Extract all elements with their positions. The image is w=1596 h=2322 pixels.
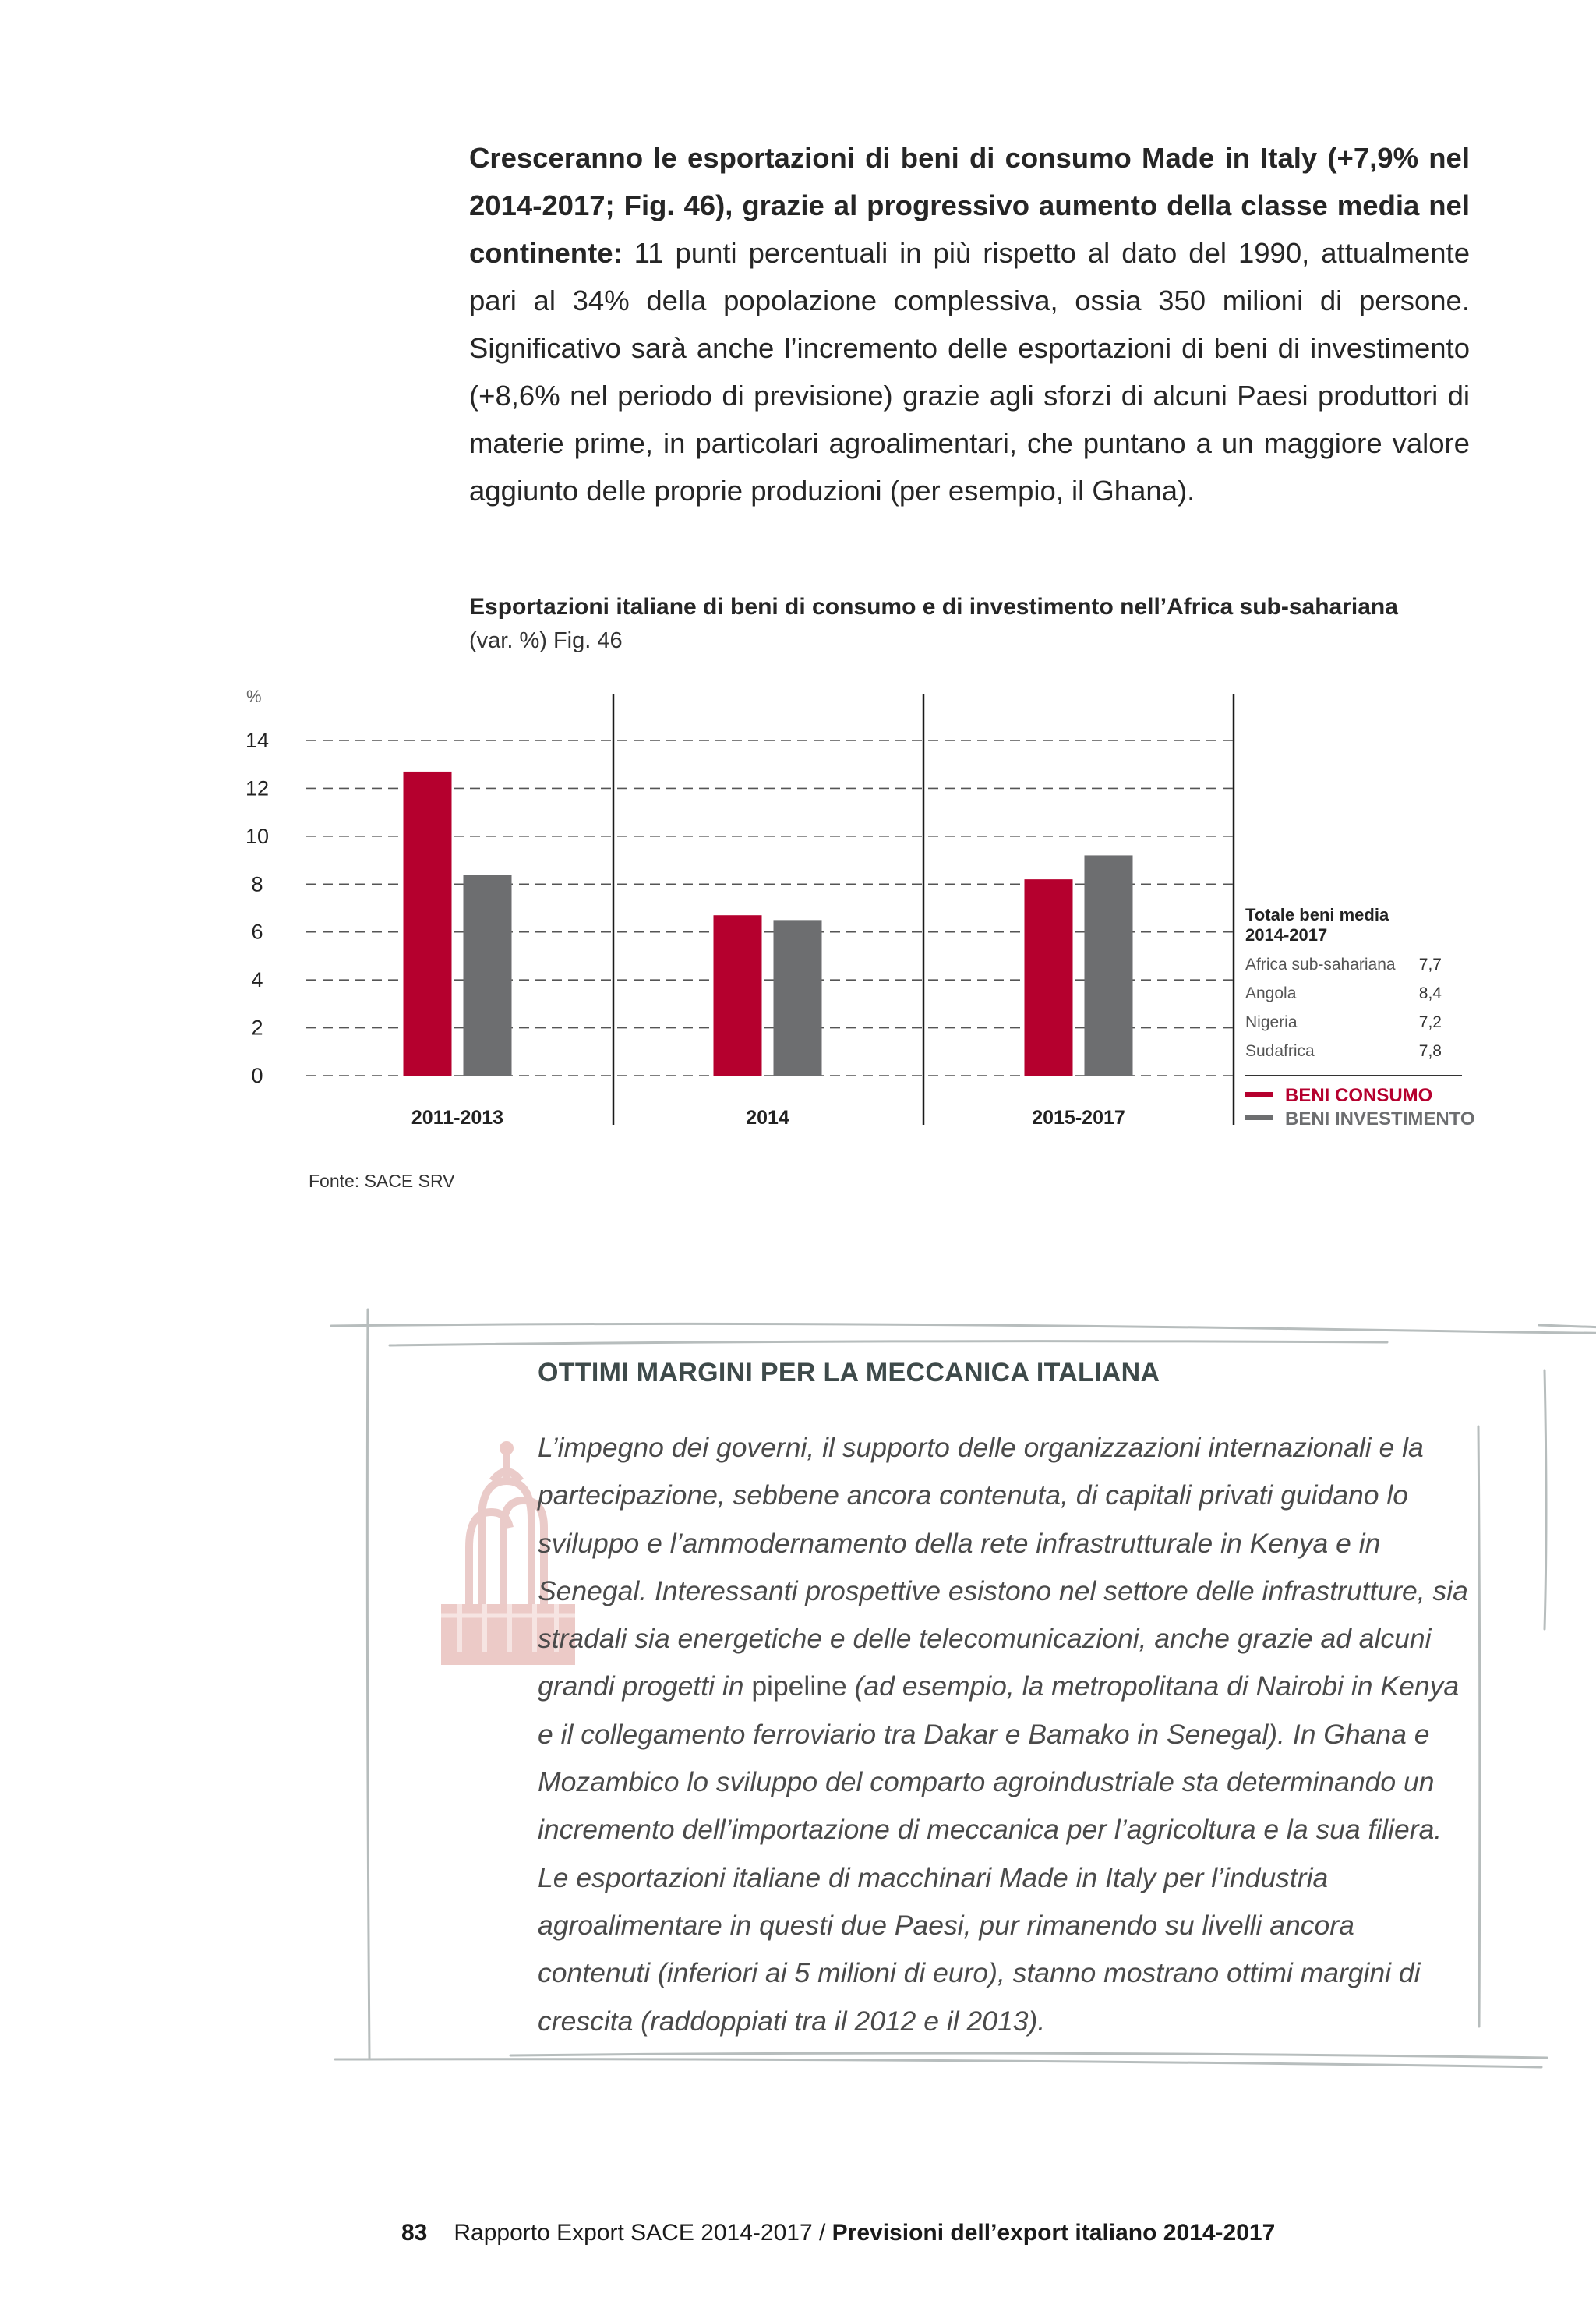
intro-body: 11 punti percentuali in più rispetto al dato del 1990, attualmente pari al 34% della popolazione complessiva, ossia 350 milioni di persone. Significativo sarà anche l’incremento delle esportazioni di beni di investimento (+8,6% nel periodo di previsione) grazie agli sforzi di alcuni Paesi produttori di materie prime, in particolari agroalimentari, che puntano a un maggiore valore aggiunto delle proprie produzioni (per esempio, il Ghana). (469, 237, 1470, 507)
intro-bold-lead: Cresceranno le esportazioni di beni di consumo Made in Italy (+7,9% nel 2014-2017; Fig. 46), grazie al progressivo aumento della classe media nel continente: (469, 142, 1470, 269)
chart-source: Fonte: SACE SRV (309, 1171, 455, 1191)
side-table-label: Nigeria (1245, 1013, 1298, 1031)
box-body-term: pipeline (751, 1670, 847, 1702)
side-table-value: 7,2 (1418, 1013, 1442, 1031)
y-tick-label: 6 (251, 920, 263, 944)
box-body (538, 1424, 1473, 2045)
side-table-label: Sudafrica (1245, 1042, 1315, 1060)
y-tick-label: 4 (251, 968, 263, 992)
x-category-label: 2014 (746, 1107, 789, 1129)
side-table-label: Angola (1245, 984, 1297, 1002)
side-table-value: 7,8 (1418, 1042, 1442, 1060)
chart-title: Esportazioni italiane di beni di consumo e di investimento nell’Africa sub-sahariana (469, 594, 1398, 620)
y-tick-label: 0 (251, 1064, 263, 1087)
legend-label-investimento: BENI INVESTIMENTO (1285, 1108, 1475, 1129)
y-tick-label: 8 (251, 872, 263, 896)
y-axis-unit: % (246, 687, 262, 706)
legend-label-consumo: BENI CONSUMO (1285, 1085, 1433, 1106)
side-table-heading: 2014-2017 (1245, 925, 1328, 945)
page-footer (401, 2220, 1275, 2246)
footer-title: Rapporto Export SACE 2014-2017 / (454, 2220, 832, 2246)
side-table-heading: Totale beni media (1245, 905, 1389, 924)
y-tick-label: 2 (251, 1016, 263, 1040)
x-category-label: 2015-2017 (1032, 1107, 1125, 1129)
chart-subtitle: (var. %) Fig. 46 (469, 628, 623, 653)
y-tick-label: 12 (245, 776, 270, 801)
page-number: 83 (401, 2220, 428, 2246)
y-tick-label: 14 (245, 729, 270, 752)
box-body-text: L’impegno dei governi, il supporto delle organizzazioni internazionali e la partecipazione, sebbene ancora contenuta, di capitali privati guidano lo sviluppo e l’ammodernamento della rete infrastrutturale in Kenya e in Senegal. Interessanti prospettive esistono nel settore delle infrastrutture, sia stradali sia energetiche e delle telecomunicazioni, anche grazie ad alcuni grandi progetti in (538, 1432, 1468, 1702)
side-table-value: 8,4 (1418, 984, 1442, 1002)
box-body-text: (ad esempio, la metropolitana di Nairobi in Kenya e il collegamento ferroviario tra Dakar e Bamako in Senegal). In Ghana e Mozambico lo sviluppo del comparto agroindustriale sta determinando un incremento dell’importazione di meccanica per l’agricoltura e la sua filiera. Le esportazioni italiane di macchinari Made in Italy per l’industria agroalimentare in questi due Paesi, pur rimanendo su livelli ancora contenuti (inferiori ai 5 milioni di euro), stanno mostrano ottimi margini di crescita (raddoppiati tra il 2012 e il 2013). (538, 1670, 1460, 2037)
side-table-label: Africa sub-sahariana (1245, 956, 1396, 974)
y-tick-label: 10 (245, 824, 270, 848)
footer-subtitle: Previsioni dell’export italiano 2014-2017 (832, 2220, 1276, 2246)
x-category-label: 2011-2013 (411, 1107, 504, 1129)
side-table-value: 7,7 (1418, 956, 1442, 974)
box-title: OTTIMI MARGINI PER LA MECCANICA ITALIANA (538, 1358, 1160, 1387)
